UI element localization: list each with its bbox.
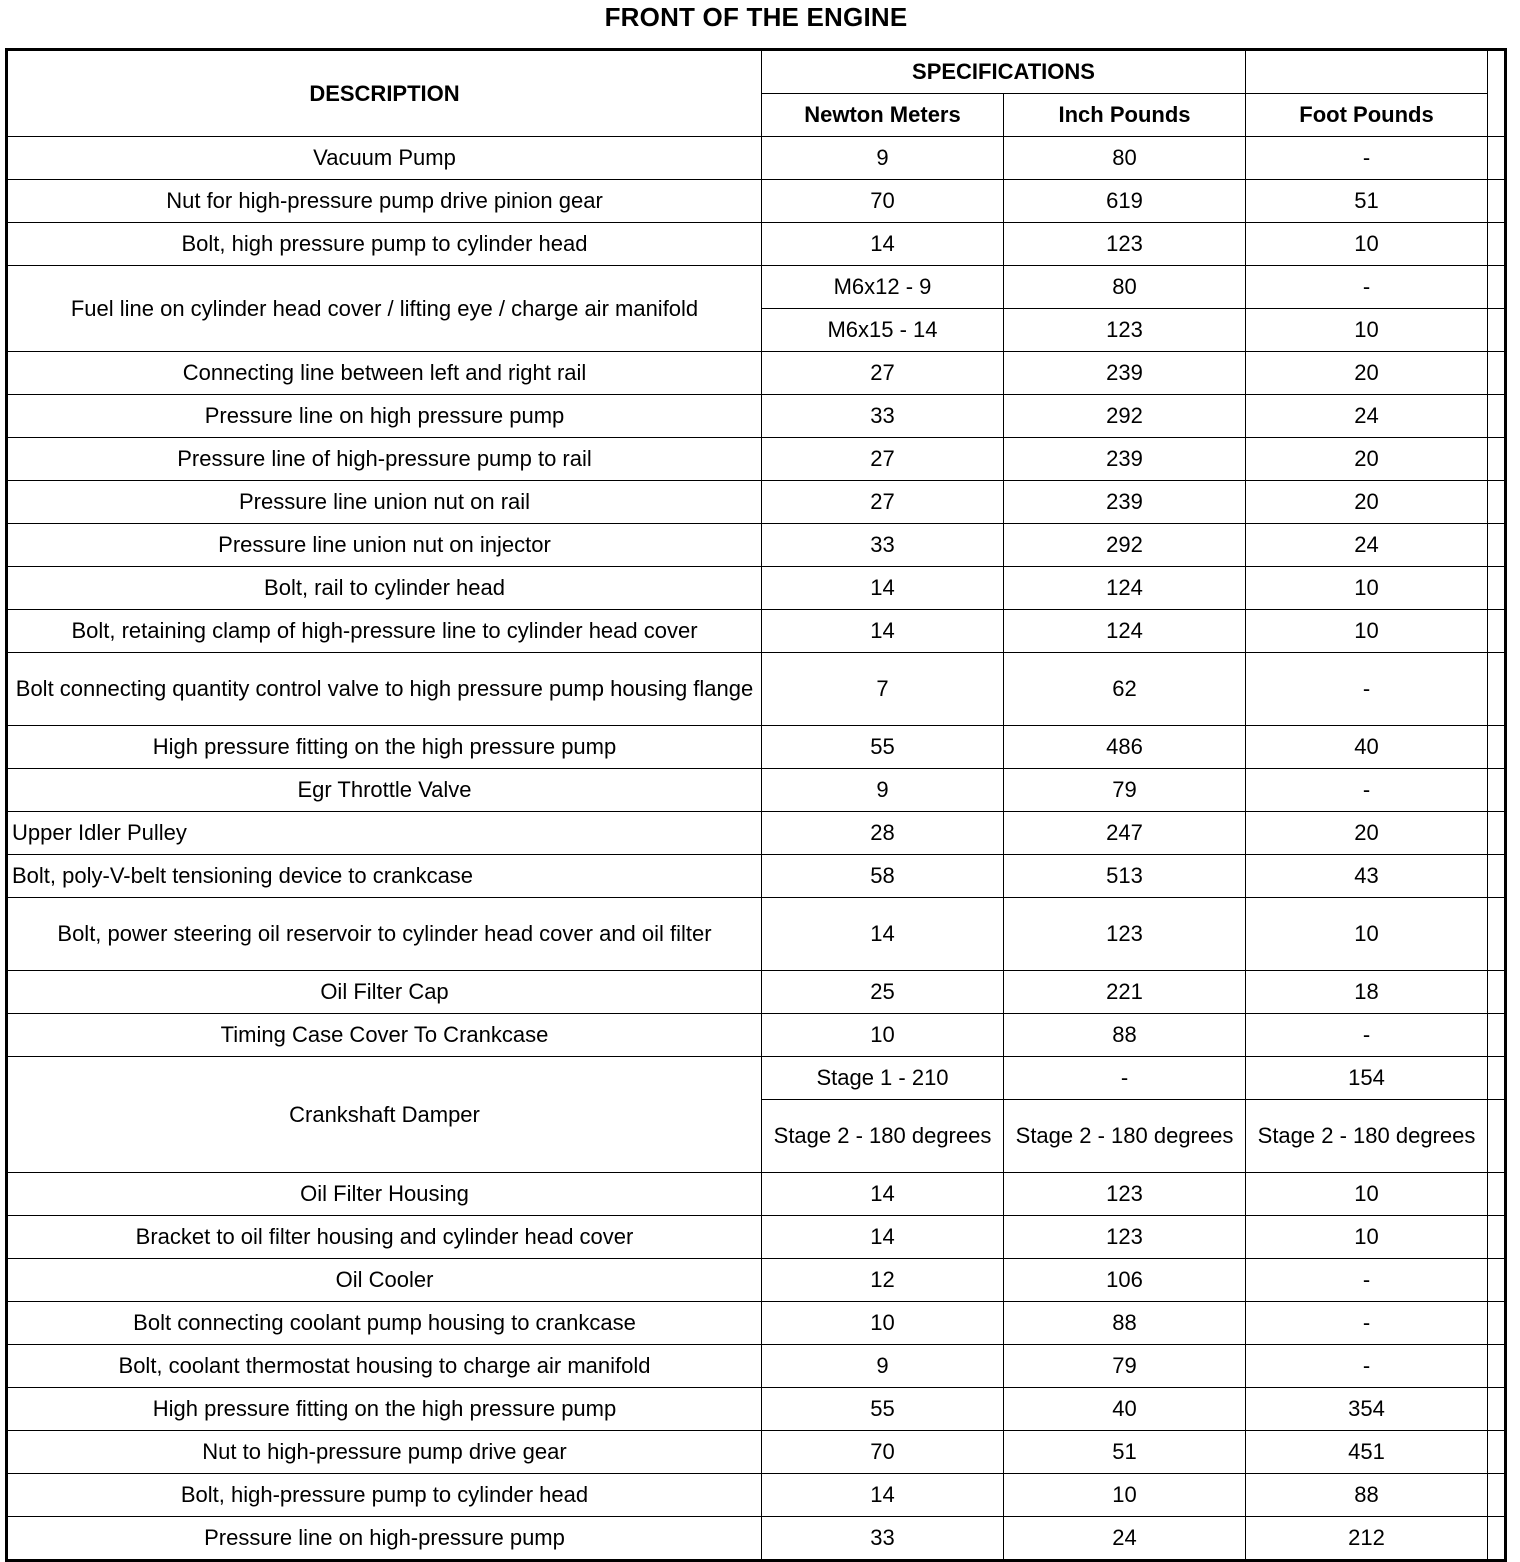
table-row (7, 1302, 1506, 1345)
edge-spacer-cell (1488, 726, 1506, 769)
newton-meters-cell: 55 (762, 1388, 1004, 1431)
description-cell: Fuel line on cylinder head cover / lifting eye / charge air manifold (7, 266, 762, 352)
table-row (7, 180, 1506, 223)
foot-pounds-cell: 24 (1246, 524, 1488, 567)
newton-meters-cell: 10 (762, 1302, 1004, 1345)
table-row (7, 653, 1506, 726)
edge-spacer-cell (1488, 395, 1506, 438)
inch-pounds-cell: 123 (1004, 1216, 1246, 1259)
table-row (7, 1345, 1506, 1388)
foot-pounds-cell: 24 (1246, 395, 1488, 438)
foot-pounds-cell: 51 (1246, 180, 1488, 223)
edge-spacer-cell (1488, 481, 1506, 524)
inch-pounds-cell: 40 (1004, 1388, 1246, 1431)
edge-spacer-cell (1488, 438, 1506, 481)
foot-pounds-cell: 10 (1246, 309, 1488, 352)
description-cell: Bolt, coolant thermostat housing to charge air manifold (7, 1345, 762, 1388)
edge-spacer-cell (1488, 1345, 1506, 1388)
inch-pounds-cell: 79 (1004, 1345, 1246, 1388)
newton-meters-cell: M6x12 - 9 (762, 266, 1004, 309)
table-row (7, 1517, 1506, 1561)
inch-pounds-cell: 221 (1004, 971, 1246, 1014)
description-cell: Bolt connecting coolant pump housing to crankcase (7, 1302, 762, 1345)
table-row (7, 223, 1506, 266)
newton-meters-cell: 33 (762, 1517, 1004, 1561)
specifications-header: SPECIFICATIONS (762, 50, 1246, 94)
foot-pounds-cell: 88 (1246, 1474, 1488, 1517)
newton-meters-cell: 14 (762, 610, 1004, 653)
edge-spacer-cell (1488, 1216, 1506, 1259)
edge-spacer-cell (1488, 50, 1506, 137)
description-cell: Pressure line on high-pressure pump (7, 1517, 762, 1561)
description-cell: Nut to high-pressure pump drive gear (7, 1431, 762, 1474)
description-cell: Oil Cooler (7, 1259, 762, 1302)
description-cell: Pressure line of high-pressure pump to rail (7, 438, 762, 481)
description-cell: Bracket to oil filter housing and cylinder head cover (7, 1216, 762, 1259)
edge-spacer-cell (1488, 567, 1506, 610)
description-cell: Bolt, rail to cylinder head (7, 567, 762, 610)
description-cell: Connecting line between left and right rail (7, 352, 762, 395)
torque-spec-table (5, 48, 1507, 1562)
table-row (7, 1216, 1506, 1259)
newton-meters-cell: 70 (762, 1431, 1004, 1474)
table-row (7, 524, 1506, 567)
table-row (7, 1474, 1506, 1517)
inch-pounds-cell: 123 (1004, 309, 1246, 352)
description-cell: Egr Throttle Valve (7, 769, 762, 812)
edge-spacer-cell (1488, 1474, 1506, 1517)
table-row (7, 1388, 1506, 1431)
table-row (7, 1057, 1506, 1100)
table-row (7, 1259, 1506, 1302)
foot-pounds-cell: 20 (1246, 812, 1488, 855)
table-row (7, 1014, 1506, 1057)
foot-pounds-cell: - (1246, 266, 1488, 309)
newton-meters-header: Newton Meters (762, 94, 1004, 137)
newton-meters-cell: 7 (762, 653, 1004, 726)
newton-meters-cell: 28 (762, 812, 1004, 855)
table-row (7, 137, 1506, 180)
newton-meters-cell: 14 (762, 1474, 1004, 1517)
description-cell: Bolt, poly-V-belt tensioning device to crankcase (7, 855, 762, 898)
foot-pounds-cell: 10 (1246, 1216, 1488, 1259)
inch-pounds-cell: 513 (1004, 855, 1246, 898)
inch-pounds-cell: 51 (1004, 1431, 1246, 1474)
foot-pounds-cell: 154 (1246, 1057, 1488, 1100)
foot-pounds-header: Foot Pounds (1246, 94, 1488, 137)
edge-spacer-cell (1488, 1388, 1506, 1431)
inch-pounds-cell: 123 (1004, 223, 1246, 266)
table-row (7, 855, 1506, 898)
description-header: DESCRIPTION (7, 50, 762, 137)
table-row (7, 438, 1506, 481)
foot-pounds-cell: 354 (1246, 1388, 1488, 1431)
edge-spacer-cell (1488, 223, 1506, 266)
newton-meters-cell: 58 (762, 855, 1004, 898)
inch-pounds-cell: 247 (1004, 812, 1246, 855)
edge-spacer-cell (1488, 524, 1506, 567)
table-row (7, 812, 1506, 855)
inch-pounds-cell: 239 (1004, 438, 1246, 481)
edge-spacer-cell (1488, 1517, 1506, 1561)
page-title: FRONT OF THE ENGINE (604, 2, 908, 32)
table-row (7, 898, 1506, 971)
table-row (7, 1431, 1506, 1474)
description-cell: Oil Filter Cap (7, 971, 762, 1014)
inch-pounds-cell: 88 (1004, 1302, 1246, 1345)
inch-pounds-cell: - (1004, 1057, 1246, 1100)
foot-pounds-cell: 10 (1246, 610, 1488, 653)
description-cell: Crankshaft Damper (7, 1057, 762, 1173)
newton-meters-cell: 27 (762, 438, 1004, 481)
foot-pounds-cell: - (1246, 1259, 1488, 1302)
inch-pounds-cell: 62 (1004, 653, 1246, 726)
newton-meters-cell: 14 (762, 223, 1004, 266)
edge-spacer-cell (1488, 1259, 1506, 1302)
newton-meters-cell: 33 (762, 395, 1004, 438)
foot-pounds-cell: 43 (1246, 855, 1488, 898)
description-cell: Bolt, retaining clamp of high-pressure line to cylinder head cover (7, 610, 762, 653)
table-row (7, 971, 1506, 1014)
edge-spacer-cell (1488, 812, 1506, 855)
foot-pounds-cell: - (1246, 769, 1488, 812)
inch-pounds-header: Inch Pounds (1004, 94, 1246, 137)
table-row (7, 610, 1506, 653)
edge-spacer-cell (1488, 1173, 1506, 1216)
inch-pounds-cell: 292 (1004, 395, 1246, 438)
inch-pounds-cell: 10 (1004, 1474, 1246, 1517)
description-cell: Pressure line union nut on injector (7, 524, 762, 567)
foot-pounds-cell: 10 (1246, 567, 1488, 610)
foot-pounds-cell: 18 (1246, 971, 1488, 1014)
foot-pounds-cell: 20 (1246, 438, 1488, 481)
edge-spacer-cell (1488, 855, 1506, 898)
table-row (7, 395, 1506, 438)
edge-spacer-cell (1488, 1100, 1506, 1173)
foot-pounds-cell: 10 (1246, 1173, 1488, 1216)
foot-pounds-cell: 10 (1246, 223, 1488, 266)
inch-pounds-cell: 88 (1004, 1014, 1246, 1057)
newton-meters-cell: 14 (762, 898, 1004, 971)
foot-pounds-cell: 212 (1246, 1517, 1488, 1561)
foot-pounds-cell: - (1246, 1014, 1488, 1057)
inch-pounds-cell: 106 (1004, 1259, 1246, 1302)
table-row (7, 266, 1506, 309)
table-row (7, 1173, 1506, 1216)
description-cell: Pressure line union nut on rail (7, 481, 762, 524)
description-cell: Vacuum Pump (7, 137, 762, 180)
newton-meters-cell: 27 (762, 481, 1004, 524)
foot-pounds-cell: - (1246, 1302, 1488, 1345)
description-cell: Bolt connecting quantity control valve to high pressure pump housing flange (7, 653, 762, 726)
newton-meters-cell: 10 (762, 1014, 1004, 1057)
edge-spacer-cell (1488, 769, 1506, 812)
edge-spacer-cell (1488, 137, 1506, 180)
description-cell: Bolt, power steering oil reservoir to cylinder head cover and oil filter (7, 898, 762, 971)
newton-meters-cell: 33 (762, 524, 1004, 567)
newton-meters-cell: Stage 1 - 210 (762, 1057, 1004, 1100)
description-cell: Bolt, high pressure pump to cylinder head (7, 223, 762, 266)
edge-spacer-cell (1488, 1014, 1506, 1057)
newton-meters-cell: M6x15 - 14 (762, 309, 1004, 352)
table-row (7, 567, 1506, 610)
foot-pounds-cell: - (1246, 653, 1488, 726)
inch-pounds-cell: Stage 2 - 180 degrees (1004, 1100, 1246, 1173)
newton-meters-cell: Stage 2 - 180 degrees (762, 1100, 1004, 1173)
edge-spacer-cell (1488, 1057, 1506, 1100)
inch-pounds-cell: 80 (1004, 137, 1246, 180)
newton-meters-cell: 9 (762, 137, 1004, 180)
newton-meters-cell: 14 (762, 1216, 1004, 1259)
edge-spacer-cell (1488, 309, 1506, 352)
edge-spacer-cell (1488, 1431, 1506, 1474)
foot-pounds-cell: - (1246, 137, 1488, 180)
blank-header-cell (1246, 50, 1488, 94)
newton-meters-cell: 27 (762, 352, 1004, 395)
newton-meters-cell: 12 (762, 1259, 1004, 1302)
description-cell: Upper Idler Pulley (7, 812, 762, 855)
inch-pounds-cell: 124 (1004, 567, 1246, 610)
foot-pounds-cell: 20 (1246, 352, 1488, 395)
description-cell: Pressure line on high pressure pump (7, 395, 762, 438)
edge-spacer-cell (1488, 1302, 1506, 1345)
table-row (7, 481, 1506, 524)
edge-spacer-cell (1488, 653, 1506, 726)
foot-pounds-cell: - (1246, 1345, 1488, 1388)
foot-pounds-cell: 40 (1246, 726, 1488, 769)
inch-pounds-cell: 486 (1004, 726, 1246, 769)
newton-meters-cell: 55 (762, 726, 1004, 769)
edge-spacer-cell (1488, 898, 1506, 971)
inch-pounds-cell: 239 (1004, 481, 1246, 524)
newton-meters-cell: 25 (762, 971, 1004, 1014)
newton-meters-cell: 9 (762, 1345, 1004, 1388)
description-cell: Timing Case Cover To Crankcase (7, 1014, 762, 1057)
newton-meters-cell: 14 (762, 1173, 1004, 1216)
edge-spacer-cell (1488, 610, 1506, 653)
inch-pounds-cell: 80 (1004, 266, 1246, 309)
description-cell: High pressure fitting on the high pressure pump (7, 726, 762, 769)
table-row (7, 769, 1506, 812)
description-cell: Bolt, high-pressure pump to cylinder head (7, 1474, 762, 1517)
edge-spacer-cell (1488, 971, 1506, 1014)
edge-spacer-cell (1488, 180, 1506, 223)
inch-pounds-cell: 619 (1004, 180, 1246, 223)
inch-pounds-cell: 124 (1004, 610, 1246, 653)
description-cell: Oil Filter Housing (7, 1173, 762, 1216)
foot-pounds-cell: 10 (1246, 898, 1488, 971)
edge-spacer-cell (1488, 352, 1506, 395)
newton-meters-cell: 70 (762, 180, 1004, 223)
foot-pounds-cell: Stage 2 - 180 degrees (1246, 1100, 1488, 1173)
inch-pounds-cell: 24 (1004, 1517, 1246, 1561)
newton-meters-cell: 9 (762, 769, 1004, 812)
table-row (7, 726, 1506, 769)
inch-pounds-cell: 123 (1004, 1173, 1246, 1216)
newton-meters-cell: 14 (762, 567, 1004, 610)
inch-pounds-cell: 79 (1004, 769, 1246, 812)
inch-pounds-cell: 292 (1004, 524, 1246, 567)
edge-spacer-cell (1488, 266, 1506, 309)
inch-pounds-cell: 239 (1004, 352, 1246, 395)
foot-pounds-cell: 20 (1246, 481, 1488, 524)
foot-pounds-cell: 451 (1246, 1431, 1488, 1474)
inch-pounds-cell: 123 (1004, 898, 1246, 971)
description-cell: High pressure fitting on the high pressure pump (7, 1388, 762, 1431)
description-cell: Nut for high-pressure pump drive pinion gear (7, 180, 762, 223)
table-row (7, 352, 1506, 395)
